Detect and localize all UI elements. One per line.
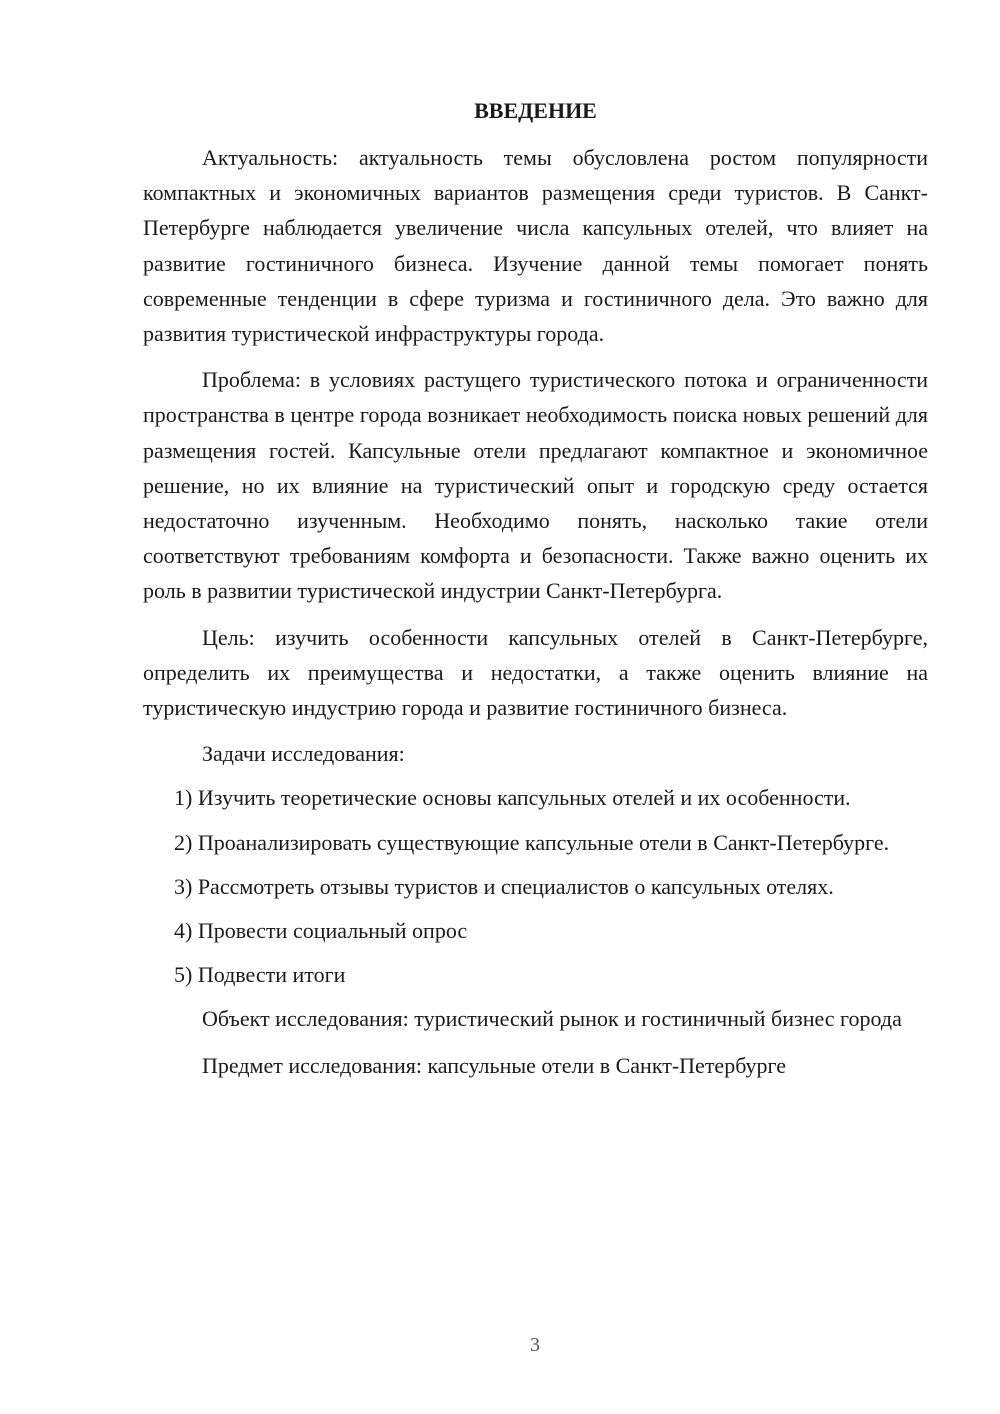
page-content — [143, 96, 928, 1094]
page-title: ВВЕДЕНИЕ — [474, 98, 597, 123]
task-item-1: 1) Изучить теоретические основы капсульных отелей и их особенности. — [174, 785, 851, 811]
task-item-2: 2) Проанализировать существующие капсульные отели в Санкт-Петербурге. — [174, 829, 890, 855]
task-item-5: 5) Подвести итоги — [174, 962, 346, 988]
tasks-label: Задачи исследования: — [202, 741, 405, 767]
task-item-3: 3) Рассмотреть отзывы туристов и специалистов о капсульных отелях. — [174, 873, 834, 899]
goal-paragraph: Цель: изучить особенности капсульных отелей в Санкт-Петербурге, определить их преимущества и недостатки, а также оценить влияние на туристическую индустрию города и развитие гостиничного бизнеса. — [143, 624, 928, 721]
research-subject-paragraph: Предмет исследования: капсульные отели в Санкт-Петербурге — [202, 1052, 787, 1078]
problem-paragraph: Проблема: в условиях растущего туристического потока и ограниченности пространства в центре города возникает необходимость поиска новых решений для размещения гостей. Капсульные отели предлагают компактное и экономичное решение, но их влияние на туристический опыт и городскую среду остается недостаточно изученным. Необходимо понять, насколько такие отели соответствуют требованиям комфорта и безопасности. Также важно оценить их роль в развитии туристической индустрии Санкт-Петербурга. — [143, 367, 928, 604]
task-item-4: 4) Провести социальный опрос — [174, 918, 468, 944]
relevance-paragraph: Актуальность: актуальность темы обусловлена ростом популярности компактных и экономичных вариантов размещения среди туристов. В Санкт-Петербурге наблюдается увеличение числа капсульных отелей, что влияет на развитие гостиничного бизнеса. Изучение данной темы помогает понять современные тенденции в сфере туризма и гостиничного дела. Это важно для развития туристической инфраструктуры города. — [143, 145, 928, 347]
page-number: 3 — [530, 1334, 540, 1356]
research-object-paragraph: Объект исследования: туристический рынок и гостиничный бизнес города — [202, 1006, 902, 1032]
